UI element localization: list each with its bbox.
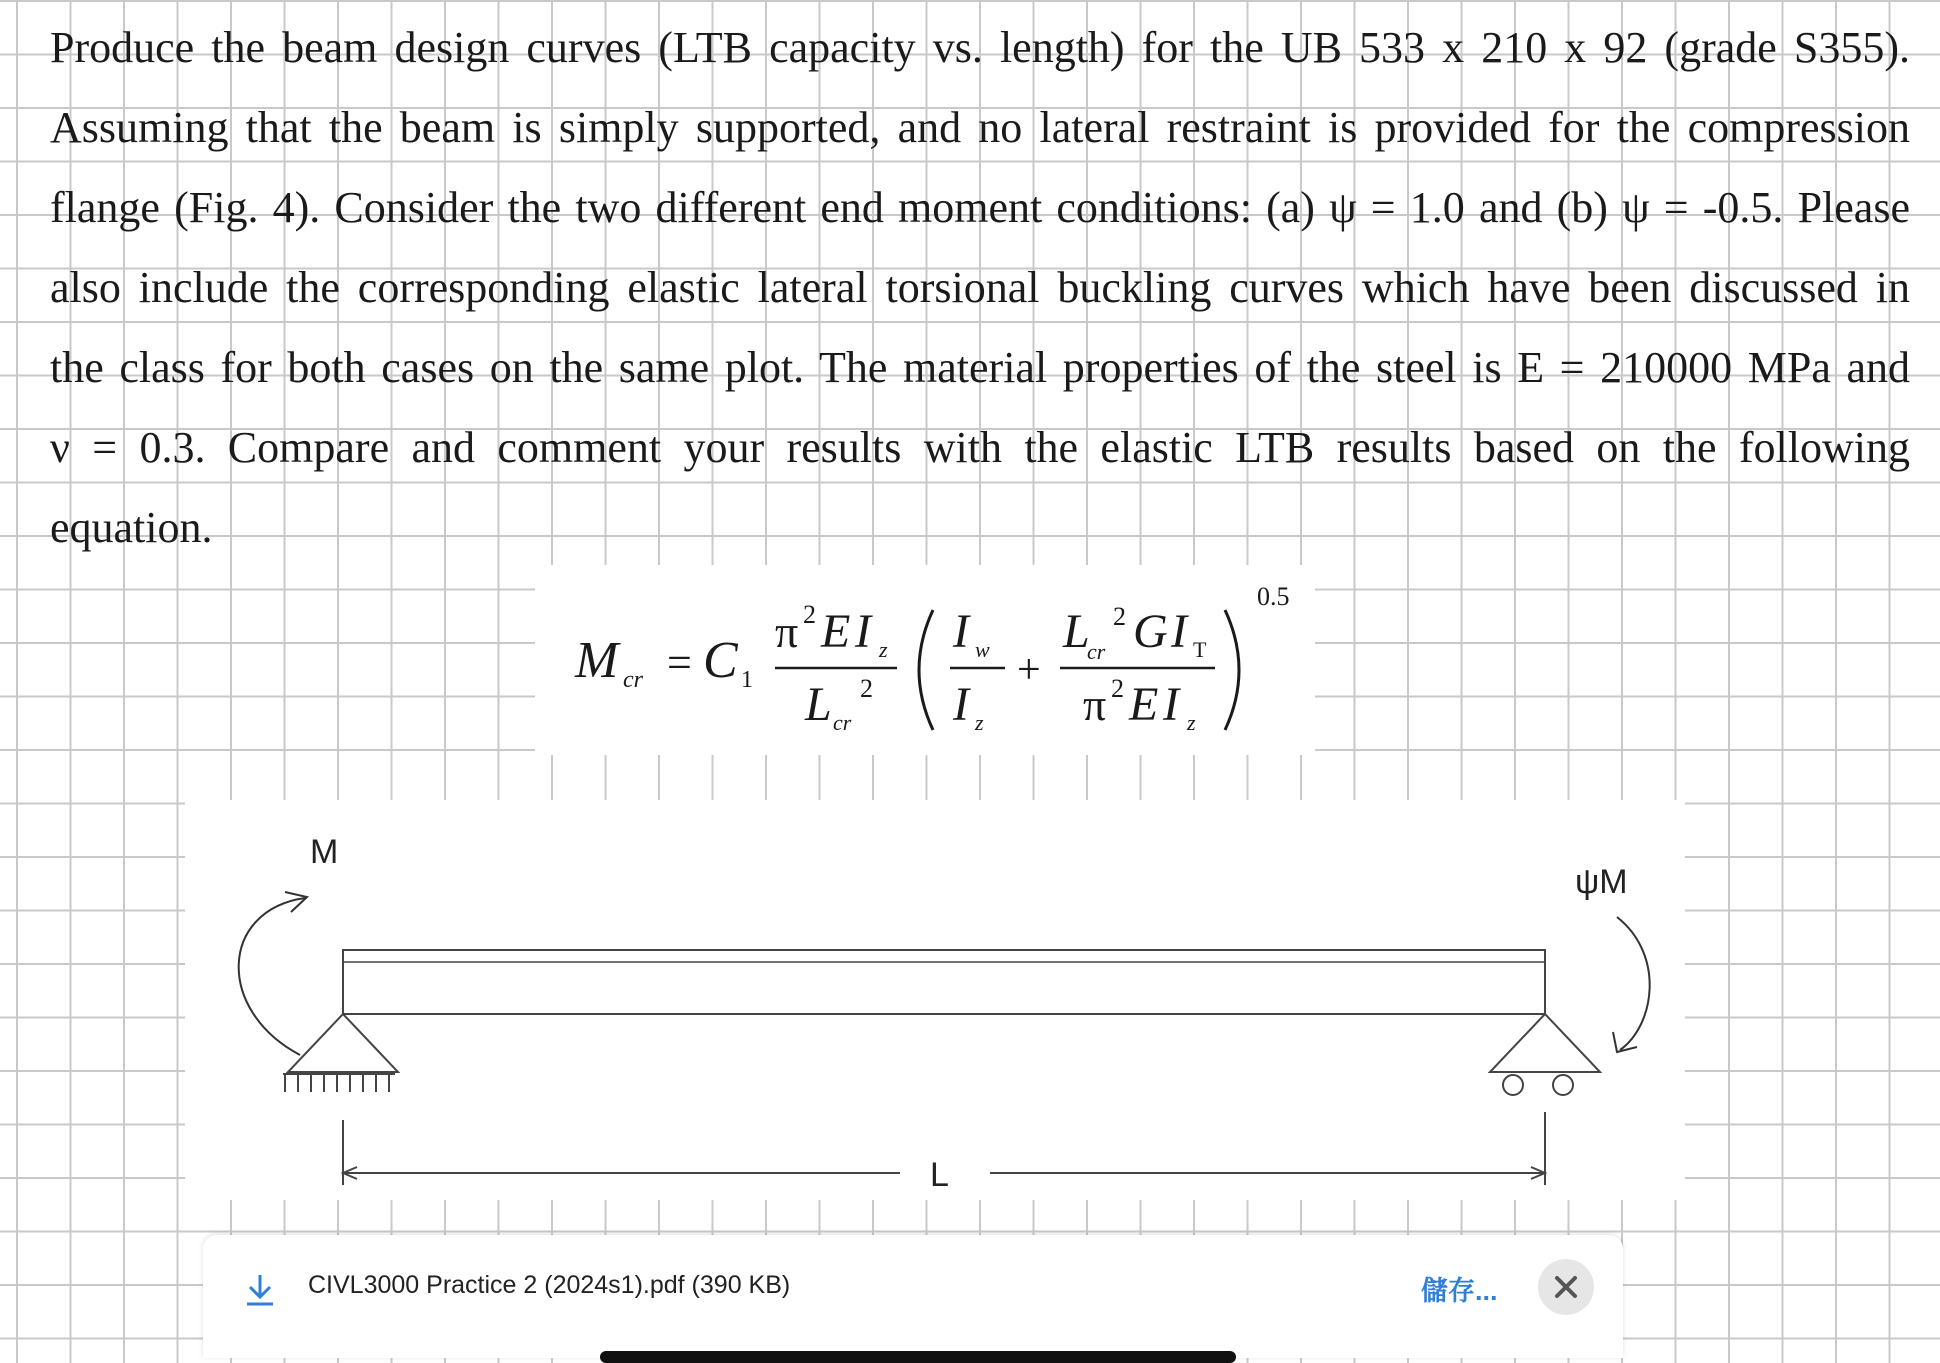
right-moment-label: ψM <box>1575 863 1628 901</box>
beam-figure <box>185 800 1685 1200</box>
problem-line-7: equation. <box>50 503 213 552</box>
eq-w-sub: w <box>975 637 990 662</box>
left-moment-arc <box>239 898 305 1055</box>
eq-e-1: E <box>821 605 851 658</box>
eq-sq-1: 2 <box>803 600 816 629</box>
close-button[interactable] <box>1538 1259 1594 1315</box>
beam <box>343 950 1545 1014</box>
roller-support <box>1490 1014 1600 1072</box>
eq-sq-2: 2 <box>860 674 873 703</box>
eq-pi-1: π <box>775 606 799 657</box>
right-moment-arrowhead <box>1613 1032 1637 1052</box>
eq-exponent: 0.5 <box>1257 582 1290 611</box>
span-label: L <box>930 1156 949 1194</box>
download-bar <box>203 1235 1623 1358</box>
eq-z-2: z <box>975 710 984 735</box>
problem-line-3: flange (Fig. 4). Consider the two different end moment conditions: (a) ψ = 1.0 and (b) ψ = -0.5. Please <box>50 183 1910 232</box>
eq-z-3: z <box>1187 710 1196 735</box>
eq-z-1: z <box>879 637 888 662</box>
problem-line-2: Assuming that the beam is simply supported, and no lateral restraint is provided for the compression <box>50 103 1910 152</box>
eq-m: M <box>575 632 619 689</box>
roller-wheel-right <box>1553 1075 1573 1095</box>
eq-left-paren <box>919 610 933 730</box>
right-moment-arc <box>1617 917 1650 1050</box>
ground-hatch <box>285 1074 389 1092</box>
problem-line-5: the class for both cases on the same plot. The material properties of the steel is E = 210000 MPa and <box>50 343 1910 392</box>
eq-e-2: E <box>1129 678 1159 731</box>
problem-line-6: ν = 0.3. Compare and comment your results with the elastic LTB results based on the following <box>50 423 1910 472</box>
eq-plus: + <box>1017 647 1041 693</box>
problem-line-1: Produce the beam design curves (LTB capacity vs. length) for the UB 533 x 210 x 92 (grade S355). <box>50 23 1910 72</box>
eq-g: G <box>1133 605 1168 658</box>
pin-support <box>288 1014 398 1072</box>
eq-cr-2: cr <box>1087 639 1106 664</box>
eq-right-paren <box>1225 610 1239 730</box>
eq-sq-4: 2 <box>1111 674 1124 703</box>
download-filename[interactable]: CIVL3000 Practice 2 (2024s1).pdf (390 KB) <box>308 1271 791 1299</box>
eq-i-2: I <box>953 605 969 658</box>
eq-pi-2: π <box>1083 679 1107 730</box>
eq-cr-1: cr <box>833 710 852 735</box>
eq-i-3: I <box>953 678 969 731</box>
left-moment-label: M <box>310 833 339 871</box>
mcr-equation <box>535 565 1315 755</box>
eq-l-2: L <box>1063 605 1090 658</box>
eq-c-sub: 1 <box>741 667 753 693</box>
download-arrow-icon[interactable] <box>243 1273 277 1307</box>
eq-t-sub: T <box>1193 637 1207 662</box>
problem-statement <box>50 8 1910 568</box>
save-button[interactable]: 儲存... <box>1421 1276 1498 1306</box>
home-indicator[interactable] <box>600 1351 1236 1363</box>
eq-i-5: I <box>1163 678 1179 731</box>
eq-c: C <box>703 632 738 689</box>
eq-sq-3: 2 <box>1113 602 1126 631</box>
close-icon <box>1553 1274 1579 1300</box>
roller-wheel-left <box>1503 1075 1523 1095</box>
eq-i-4: I <box>1171 605 1187 658</box>
eq-l-1: L <box>805 678 832 731</box>
eq-equals: = <box>667 638 692 687</box>
problem-line-4: also include the corresponding elastic lateral torsional buckling curves which have been discussed in <box>50 263 1910 312</box>
eq-m-sub: cr <box>623 667 643 693</box>
eq-i-1: I <box>855 605 871 658</box>
